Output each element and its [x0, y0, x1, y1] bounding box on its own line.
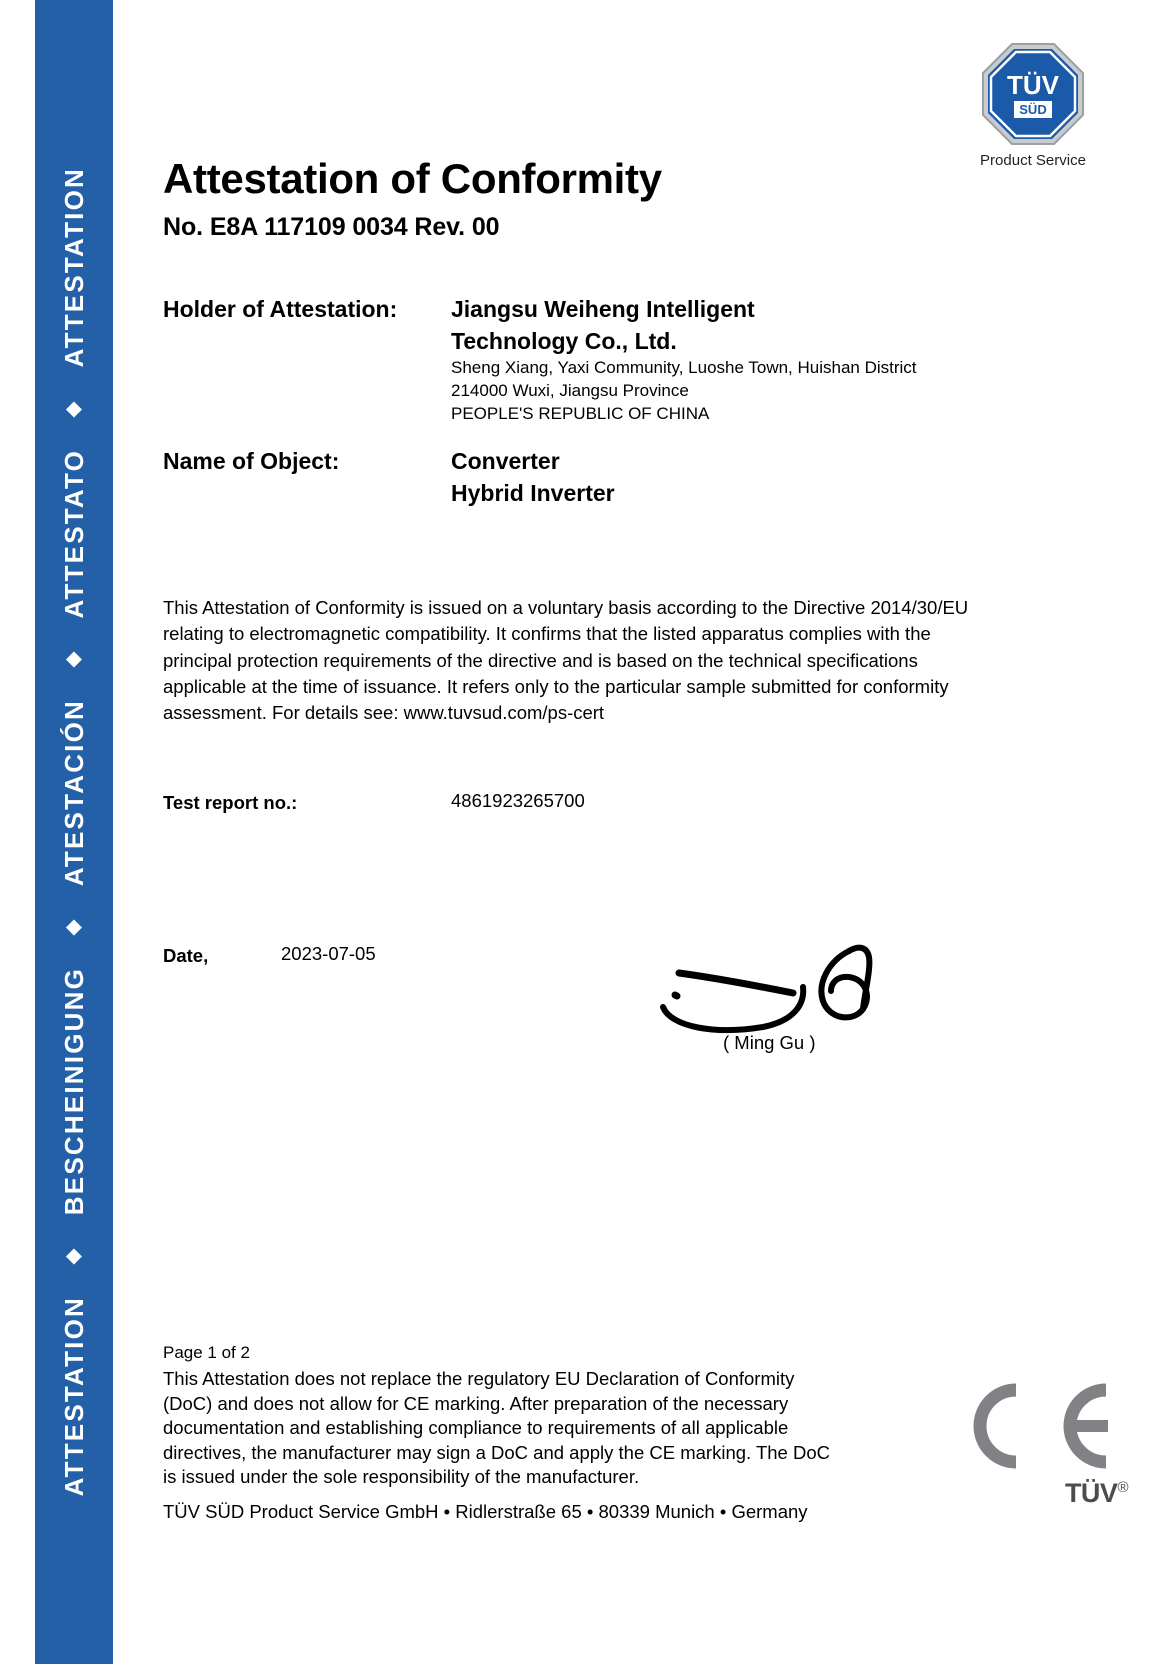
holder-address-line-3: PEOPLE'S REPUBLIC OF CHINA	[451, 403, 710, 423]
svg-text:SÜD: SÜD	[1019, 102, 1047, 117]
diamond-icon: ◆	[65, 1244, 83, 1268]
name-of-object-row	[163, 446, 1128, 509]
tuv-registered-mark	[1065, 1478, 1128, 1509]
date-label: Date,	[163, 945, 209, 966]
ce-marking-icon	[960, 1380, 1120, 1477]
holder-address-line-1: Sheng Xiang, Yaxi Community, Luoshe Town, Huishan District	[451, 358, 917, 378]
object-value	[451, 446, 1128, 509]
test-report-row	[163, 790, 1128, 816]
object-line-1: Converter	[451, 448, 560, 474]
tuv-reg-text: TÜV	[1064, 1478, 1118, 1508]
handwritten-signature-icon	[653, 935, 903, 1040]
footer-company-address: TÜV SÜD Product Service GmbH • Ridlerstraße 65 • 80339 Munich • Germany	[163, 1501, 808, 1522]
diamond-icon: ◆	[65, 396, 83, 420]
sidebar-word-attestato-it: ATTESTATO	[59, 448, 89, 619]
tuv-sud-octagon-icon	[981, 42, 1085, 146]
tuv-sud-logo	[948, 42, 1118, 169]
holder-label: Holder of Attestation:	[163, 296, 398, 322]
diamond-icon: ◆	[65, 915, 83, 939]
sidebar-word-attestation-fr: ATTESTATION	[59, 1296, 89, 1497]
svg-text:TÜV: TÜV	[1007, 70, 1059, 100]
holder-value	[451, 294, 1128, 425]
attestation-body-text: This Attestation of Conformity is issued on a voluntary basis according to the Directive 2014/30/EU relating to electromagnetic compatibility. It confirms that the listed apparatus complies with the principal protection requirements of the directive and is based on the technical specifications applicable at the time of issuance. It refers only to the particular sample submitted for conformity assessment. For details see: www.tuvsud.com/ps-cert	[163, 597, 969, 724]
date-row	[163, 943, 1128, 969]
sidebar-word-atestacion-es: ATESTACIÓN	[59, 699, 89, 887]
signature-mark	[653, 935, 913, 1045]
registered-icon: ®	[1117, 1479, 1128, 1496]
holder-address-line-2: 214000 Wuxi, Jiangsu Province	[451, 381, 689, 401]
page-title: Attestation of Conformity	[163, 155, 662, 202]
test-report-label: Test report no.:	[163, 792, 298, 813]
logo-caption: Product Service	[980, 152, 1086, 169]
language-sidebar	[35, 0, 113, 1664]
document-content	[163, 0, 1128, 1664]
object-line-2: Hybrid Inverter	[451, 479, 615, 506]
footer-disclaimer: This Attestation does not replace the regulatory EU Declaration of Conformity (DoC) and does not allow for CE marking. After preparation of the necessary documentation and establishing compliance to requirements of all applicable directives, the manufacturer may sign a DoC and apply the CE marking. The DoC is issued under the sole responsibility of the manufacturer.	[163, 1368, 830, 1488]
ce-logo-icon	[960, 1380, 1120, 1472]
holder-of-attestation-row	[163, 294, 1128, 425]
holder-name-line-2: Technology Co., Ltd.	[451, 327, 677, 354]
test-report-value: 4861923265700	[451, 790, 585, 811]
certificate-number: No. E8A 117109 0034 Rev. 00	[163, 213, 500, 241]
diamond-icon: ◆	[65, 647, 83, 671]
signatory-name: ( Ming Gu )	[723, 1032, 816, 1053]
sidebar-word-bescheinigung-de: BESCHEINIGUNG	[59, 967, 89, 1216]
object-label: Name of Object:	[163, 448, 340, 474]
date-value: 2023-07-05	[281, 943, 376, 964]
page-number: Page 1 of 2	[163, 1343, 250, 1362]
holder-name-line-1: Jiangsu Weiheng Intelligent	[451, 296, 755, 322]
sidebar-word-attestation-en: ATTESTATION	[59, 167, 89, 368]
